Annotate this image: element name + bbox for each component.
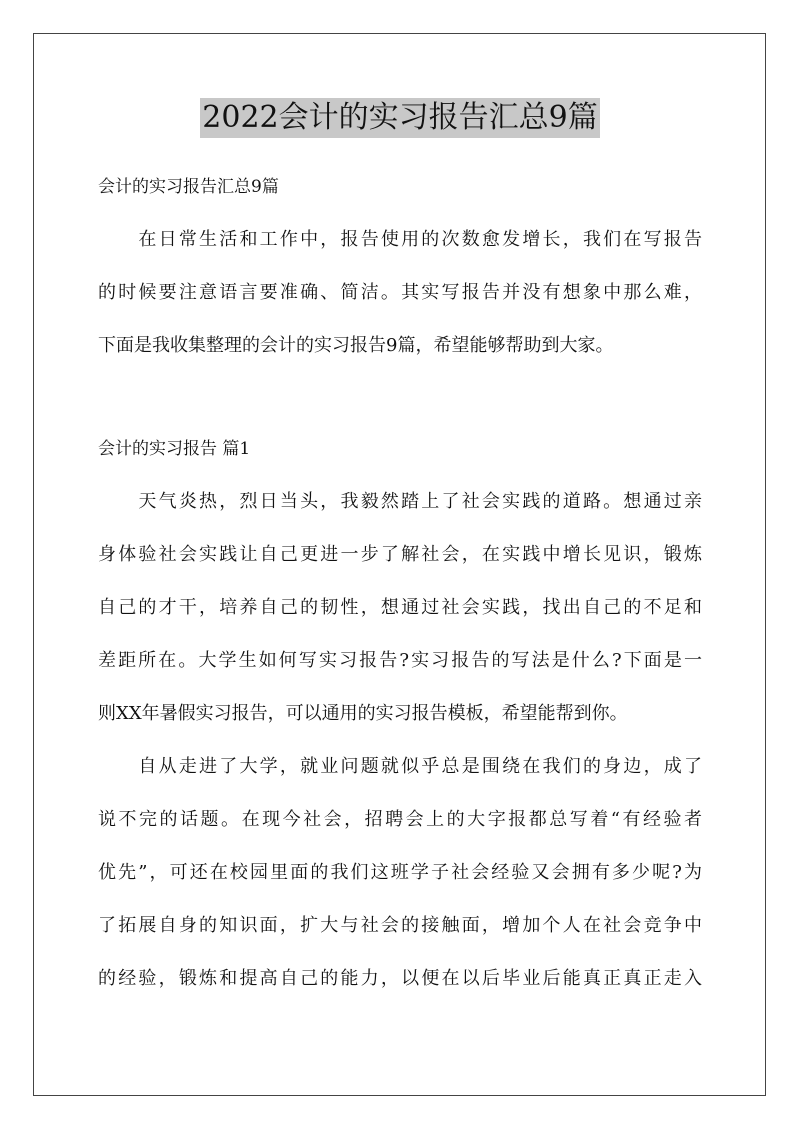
section-line: 天气炎热，烈日当头，我毅然踏上了社会实践的道路。想通过亲 [98, 491, 702, 512]
intro-line: 下面是我收集整理的会计的实习报告9篇，希望能够帮助到大家。 [98, 335, 614, 356]
section-heading: 会计的实习报告 篇1 [98, 439, 251, 459]
intro-line: 在日常生活和工作中，报告使用的次数愈发增长，我们在写报告 [98, 229, 702, 250]
section-line: 了拓展自身的知识面，扩大与社会的接触面，增加个人在社会竞争中 [98, 915, 702, 936]
section-line: 自从走进了大学，就业问题就似乎总是围绕在我们的身边，成了 [98, 756, 702, 777]
intro-line: 的时候要注意语言要准确、简洁。其实写报告并没有想象中那么难， [98, 282, 702, 303]
section-line: 自己的才干，培养自己的韧性，想通过社会实践，找出自己的不足和 [98, 597, 702, 618]
document-subtitle: 会计的实习报告汇总9篇 [98, 177, 279, 197]
title-container [0, 98, 800, 138]
section-line: 的经验，锻炼和提高自己的能力，以便在以后毕业后能真正真正走入 [98, 968, 702, 989]
document-title: 2022会计的实习报告汇总9篇 [200, 98, 599, 138]
section-line: 差距所在。大学生如何写实习报告?实习报告的写法是什么?下面是一 [98, 650, 702, 671]
section-line: 说不完的话题。在现今社会，招聘会上的大字报都总写着“有经验者 [98, 809, 702, 830]
section-line: 则XX年暑假实习报告，可以通用的实习报告模板，希望能帮到你。 [98, 703, 628, 724]
section-line: 身体验社会实践让自己更进一步了解社会，在实践中增长见识，锻炼 [98, 544, 702, 565]
section-line: 优先”，可还在校园里面的我们这班学子社会经验又会拥有多少呢?为 [98, 862, 702, 883]
